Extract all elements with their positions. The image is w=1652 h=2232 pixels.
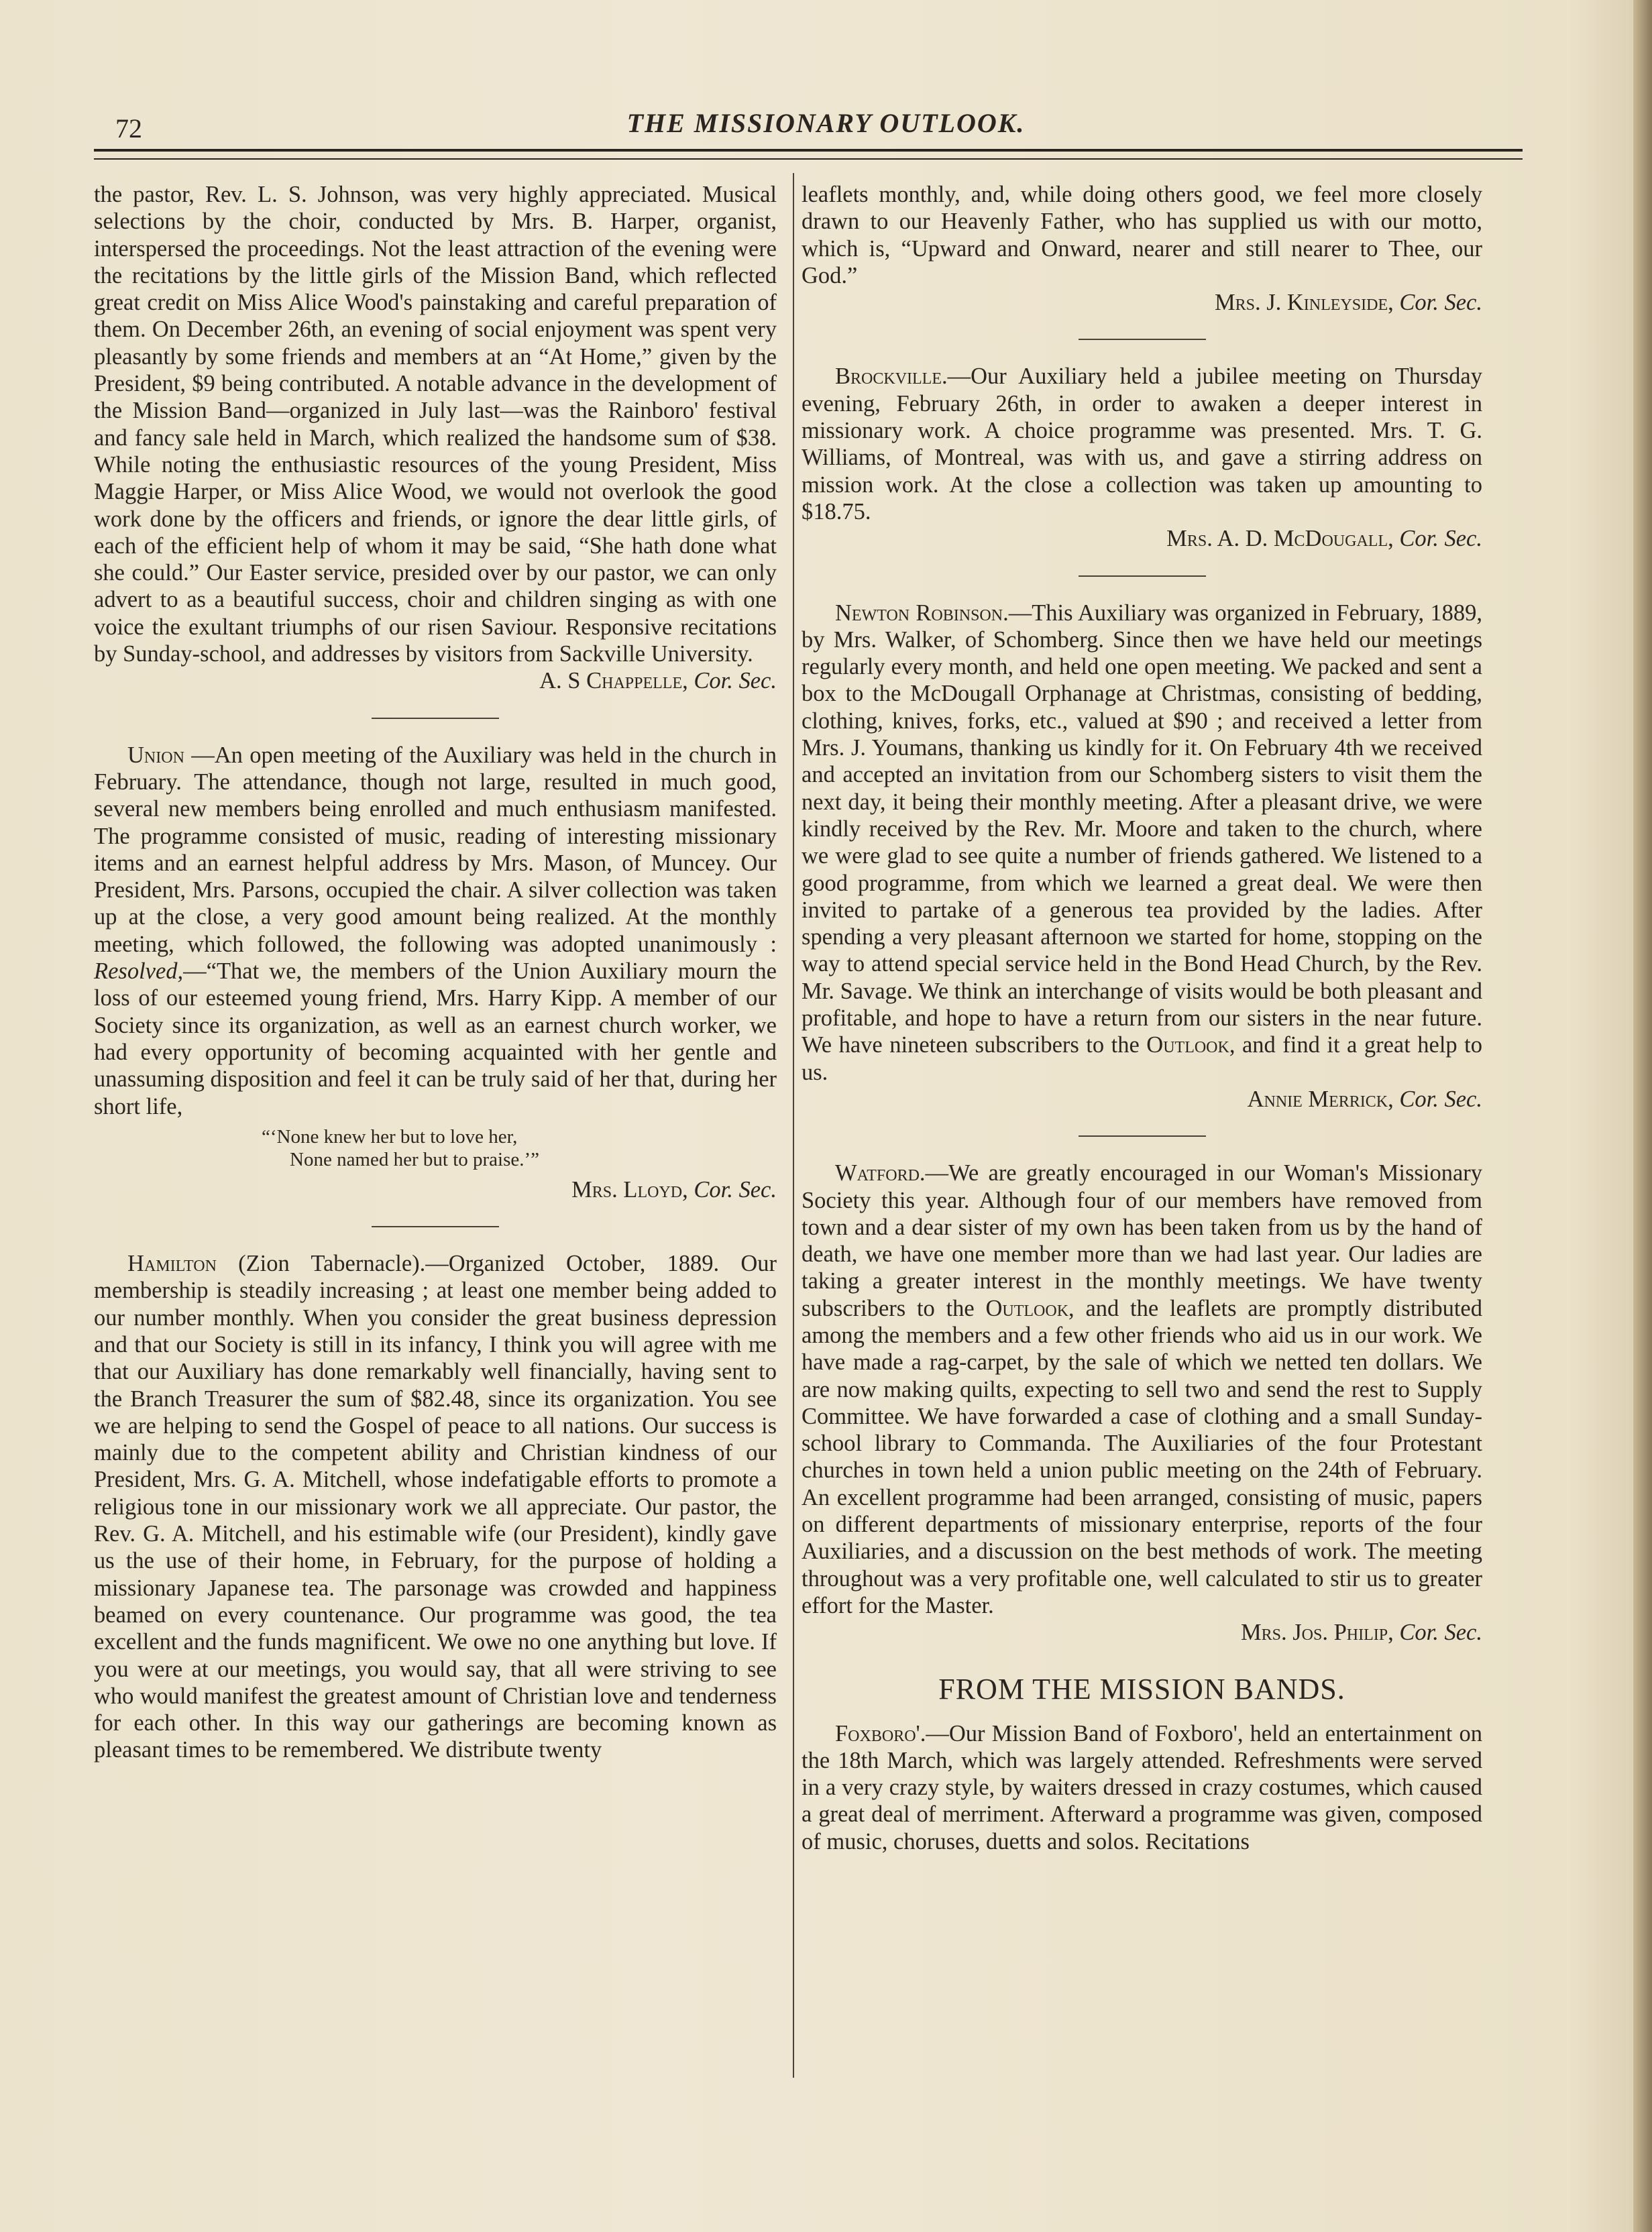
poem-line: “‘None knew her but to love her,: [262, 1125, 518, 1148]
right-column: [802, 181, 1482, 1855]
signature-title: Cor. Sec.: [1399, 1620, 1482, 1646]
signature: [802, 1086, 1482, 1113]
section-divider: [1079, 1135, 1206, 1137]
place-name: Brockville.: [835, 364, 948, 390]
foxboro-report: [802, 1720, 1482, 1855]
report-text: —This Auxiliary was organized in February, 1889, by Mrs. Walker, of Schomberg. Since then we have held our meetings regularly every month, and held one open meeting. We packed and sent a box to the McDougall Orphanage at Christmas, consisting of bedding, clothing, knives, forks, etc., valued at $90 ; and received a letter from Mrs. J. Youmans, thanking us kindly for it. On February 4th we received and accepted an invitation from our Schomberg sisters to visit them the next day, it being their monthly meeting. After a pleasant drive, we were kindly received by the Rev. Mr. Moore and taken to the church, where we were glad to see quite a number of friends gathered. We listened to a good programme, from which we learned a great deal. We were then invited to partake of a generous tea provided by the ladies. After spending a very pleasant afternoon we started for home, stopping on the way to attend special service held in the Bond Head Church, by the Rev. Mr. Savage. We think an interchange of visits would be both pleasant and profitable, and hope to have a return from our sisters in the near future. We have nineteen subscribers to the: [802, 600, 1482, 1058]
report-text: (Zion Tabernacle).—Organized October, 1889. Our membership is steadily increasing ; at least one member being added to our number monthly. When you consider the great business depression and that our Society is still in its infancy, I think you will agree with me that our Auxiliary has done remarkably well financially, having sent to the Branch Treasurer the sum of $82.48, since its organization. You see we are helping to send the Gospel of peace to all nations. Our success is mainly due to the competent ability and Christian kindness of our President, Mrs. G. A. Mitchell, whose indefatigable efforts to promote a religious tone in our missionary work we all appreciate. Our pastor, the Rev. G. A. Mitchell, and his estimable wife (our President), kindly gave us the use of their home, in February, for the purpose of holding a missionary Japanese tea. The parsonage was crowded and happiness beamed on every countenance. Our programme was good, the tea excellent and the funds magnificent. We owe no one anything but love. If you were at our meetings, you would say, that all were striving to see who would manifest the greatest amount of Christian love and tenderness for each other. In this way our gatherings are becoming known as pleasant times to be remembered. We distribute twenty: [94, 1251, 777, 1763]
column-divider: [793, 173, 794, 2078]
union-report: [94, 742, 777, 1120]
newton-robinson-report: [802, 600, 1482, 1086]
left-column: [94, 181, 777, 1764]
place-name: Newton Robinson.: [835, 600, 1009, 626]
section-heading: FROM THE MISSION BANDS.: [938, 1672, 1345, 1706]
place-name: Foxboro'.: [835, 1720, 926, 1746]
place-name: Union: [127, 742, 184, 768]
place-name: Watford.: [835, 1160, 926, 1186]
continued-paragraph: the pastor, Rev. L. S. Johnson, was very highly appreciated. Musical selections by the choir, conducted by Mrs. B. Harper, organist, interspersed the proceedings. Not the least attraction of the evening were the recitations by the little girls of the Mission Band, which reflected great credit on Miss Alice Wood's painstaking and careful preparation of them. On December 26th, an evening of social enjoyment was spent very pleasantly by some friends and members at an “At Home,” given by the President, $9 being contributed. A notable advance in the development of the Mission Band—organized in July last—was the Rainboro' festival and fancy sale held in March, which realized the handsome sum of $38. While noting the enthusiastic resources of the young President, Miss Maggie Harper, or Miss Alice Wood, we would not overlook the good work done by the officers and friends, or ignore the dear little girls, of each of the efficient help of whom it may be said, “She hath done what she could.” Our Easter service, presided over by our pastor, we can only advert to as a beautiful success, choir and children singing as with one voice the exultant triumphs of our risen Saviour. Responsive recitations by Sunday-school, and addresses by visitors from Sackville University.: [94, 182, 777, 667]
signature: [94, 1176, 777, 1203]
signature-name: Annie Merrick,: [1247, 1086, 1394, 1112]
signature-name: Mrs. A. D. McDougall,: [1166, 526, 1394, 552]
signature: [802, 289, 1482, 316]
signature-title: Cor. Sec.: [1399, 526, 1482, 552]
resolved-word: Resolved,: [94, 958, 184, 985]
report-text: —An open meeting of the Auxiliary was held in the church in February. The attendance, though not large, resulted in much good, several new members being enrolled and much enthusiasm manifested. The programme consisted of music, reading of interesting missionary items and an earnest helpful address by Mrs. Mason, of Muncey. Our President, Mrs. Parsons, occupied the chair. A silver collection was taken up at the close, a very good amount being realized. At the monthly meeting, which followed, the following was adopted unanimously :: [94, 742, 777, 957]
place-name: Hamilton: [127, 1251, 217, 1277]
header-rule-thin: [94, 158, 1523, 160]
signature-name: Mrs. Lloyd,: [571, 1176, 688, 1203]
section-divider: [1079, 339, 1206, 340]
poem-quote: [262, 1125, 777, 1171]
signature: [802, 1619, 1482, 1646]
header-rule-thick: [94, 149, 1523, 152]
magazine-name: Outlook,: [985, 1295, 1075, 1321]
signature-title: Cor. Sec.: [694, 668, 777, 694]
continued-paragraph: leaflets monthly, and, while doing others good, we feel more closely drawn to our Heavenly Father, who has supplied us with our motto, which is, “Upward and Onward, nearer and still nearer to Thee, our God.”: [802, 182, 1482, 288]
page-number: 72: [115, 113, 142, 144]
signature: [94, 667, 777, 694]
signature: [802, 525, 1482, 552]
signature-title: Cor. Sec.: [1399, 290, 1482, 316]
running-head-title: THE MISSIONARY OUTLOOK.: [626, 108, 1026, 138]
report-text: —“That we, the members of the Union Auxiliary mourn the loss of our esteemed young friend, Mrs. Harry Kipp. A member of our Society since its organization, as well as an earnest church worker, we had every opportunity of becoming acquainted with her gentle and unassuming disposition and feel it can be truly said of her that, during her short life,: [94, 958, 777, 1119]
signature-title: Cor. Sec.: [694, 1176, 777, 1203]
poem-line: None named her but to praise.’”: [290, 1148, 540, 1170]
signature-title: Cor. Sec.: [1399, 1086, 1482, 1112]
signature-name: Mrs. J. Kinleyside,: [1214, 290, 1394, 316]
section-divider: [1079, 575, 1206, 577]
hamilton-report: [94, 1250, 777, 1764]
watford-report: [802, 1160, 1482, 1619]
signature-name: Mrs. Jos. Philip,: [1240, 1620, 1394, 1646]
report-text: —Our Mission Band of Foxboro', held an entertainment on the 18th March, which was largely attended. Refreshments were served in a very crazy style, by waiters dressed in crazy costumes, which caused a great deal of merriment. Afterward a programme was given, composed of music, choruses, duetts and solos. Recitations: [802, 1720, 1482, 1854]
report-text: and the leaflets are promptly distributed among the members and a few other friends who aid us in our work. We have made a rag-carpet, by the sale of which we netted ten dollars. We are now making quilts, expecting to sell two and send the rest to Supply Committee. We have forwarded a case of clothing and a small Sunday-school library to Commanda. The Auxiliaries of the four Protestant churches in town held a union public meeting on the 24th of February. An excellent programme had been arranged, consisting of music, papers on different departments of missionary enterprise, reports of the four Auxiliaries, and a discussion on the best methods of work. The meeting throughout was a very profitable one, well calculated to stir us to greater effort for the Master.: [802, 1295, 1482, 1618]
section-divider: [372, 718, 499, 719]
brockville-report: [802, 363, 1482, 525]
report-text: —Our Auxiliary held a jubilee meeting on Thursday evening, February 26th, in order to awaken a deeper interest in missionary work. A choice programme was presented. Mrs. T. G. Williams, of Montreal, was with us, and gave a stirring address on mission work. At the close a collection was taken up amounting to $18.75.: [802, 364, 1482, 524]
report-text: —We are greatly encouraged in our Woman's Missionary Society this year. Although four of our members have removed from town and a dear sister of my own has been taken from us by the hand of death, we have one member more than we had last year. Our ladies are taking a greater interest in the monthly meetings. We have twenty subscribers to the: [802, 1160, 1482, 1321]
page-edge: [1633, 0, 1652, 2232]
section-divider: [372, 1226, 499, 1227]
report-text: and find it a great help to us.: [802, 1032, 1483, 1085]
signature-name: A. S Chappelle,: [539, 668, 688, 694]
magazine-name: Outlook,: [1146, 1032, 1235, 1058]
